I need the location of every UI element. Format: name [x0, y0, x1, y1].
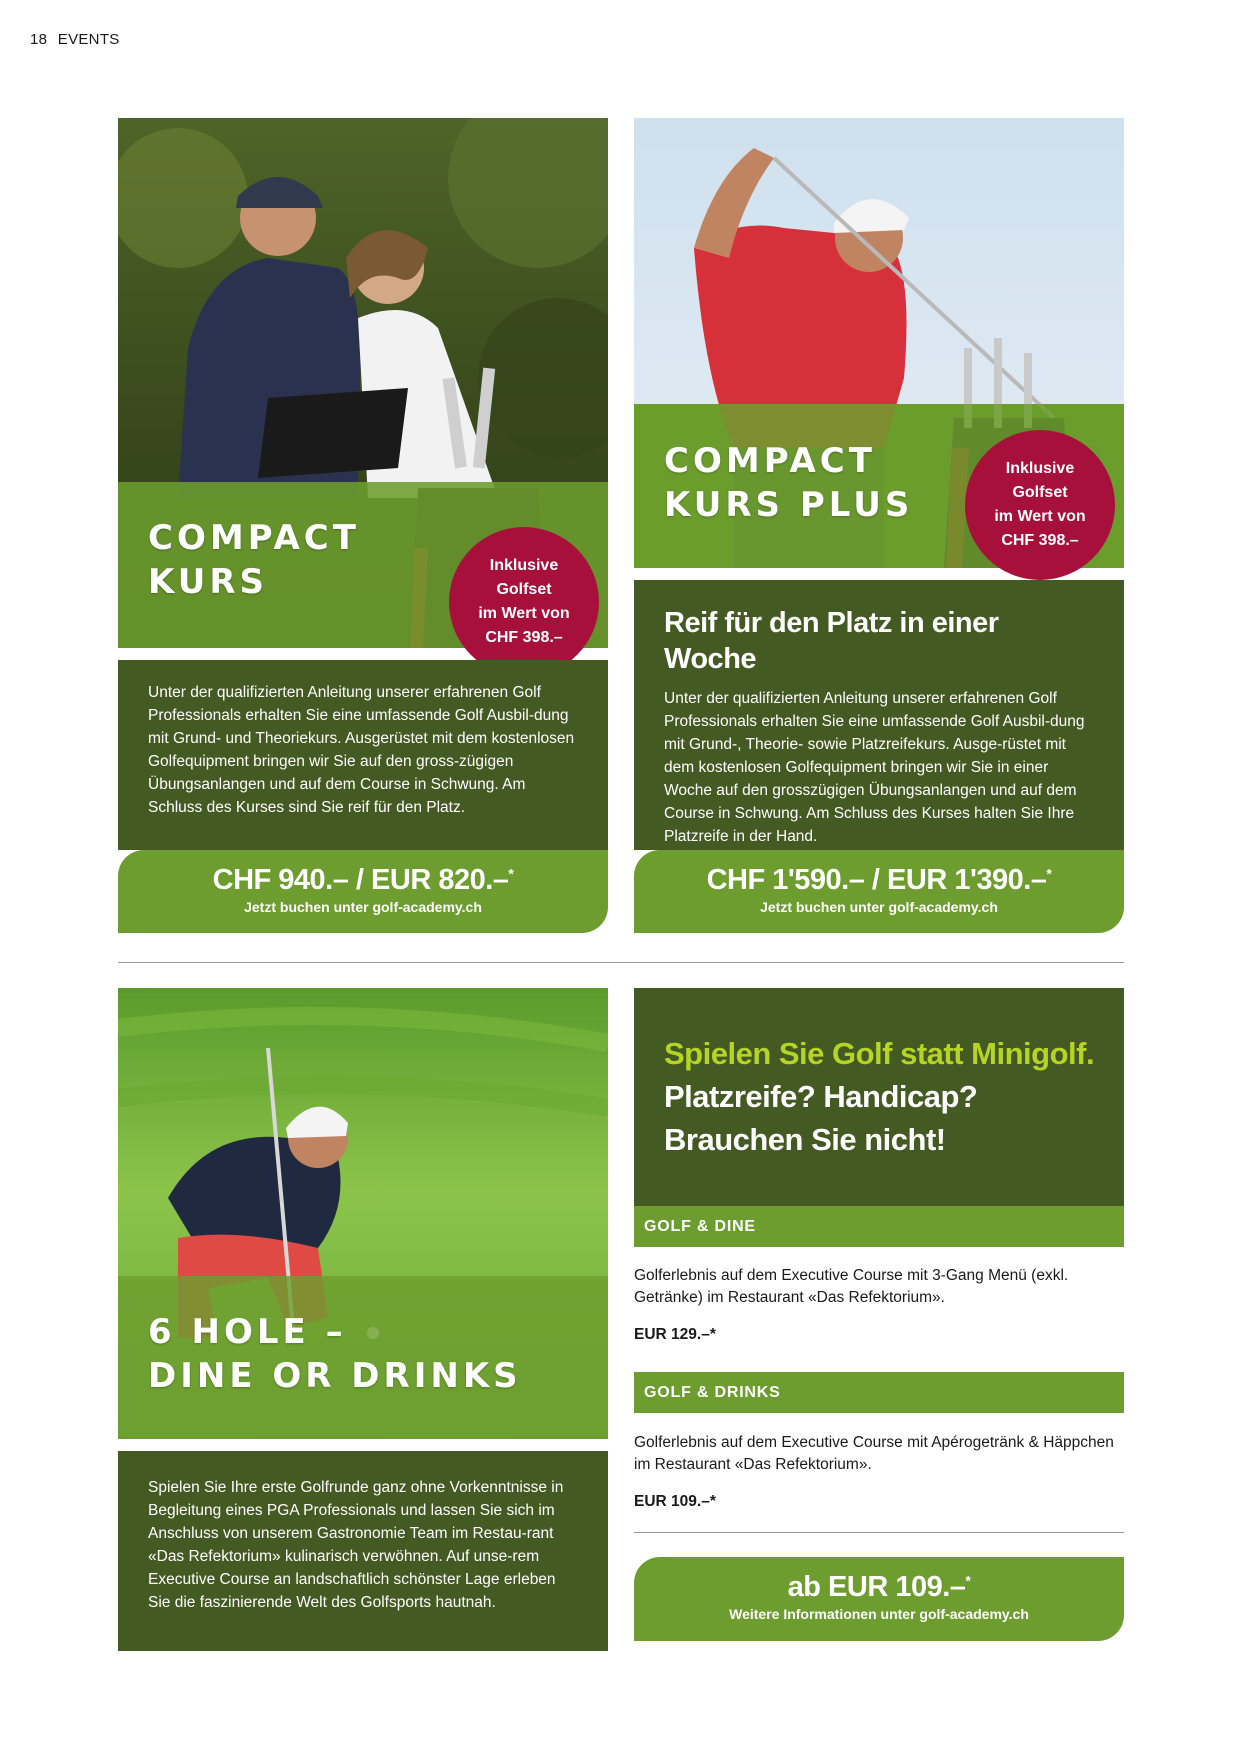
- offer-golf-dine-header: GOLF & DINE: [634, 1206, 1124, 1247]
- offer-golf-drinks-text: Golferlebnis auf dem Executive Course mit Apérogetränk & Häppchen im Restaurant «Das Refektorium».: [634, 1434, 1114, 1473]
- card4-headline: Spielen Sie Golf statt Minigolf. Platzreife? Handicap? Brauchen Sie nicht!: [664, 1036, 1095, 1157]
- card2-title: COMPACT KURS PLUS: [664, 441, 914, 525]
- golfset-badge: Inklusive Golfset im Wert von CHF 398.–: [449, 527, 599, 677]
- card2-description: Unter der qualifizierten Anleitung unserer erfahrenen Golf Professionals erhalten Sie eine umfassende Golf Ausbil-dung mit Grund-, Theorie- sowie Platzreifekurs. Ausge-rüstet mit dem kostenlosen Golfequipment bringen wir Sie in einer Woche auf den grosszügigen Übungsanlangen und auf dem Course in Schwung. Am Schluss des Kurses halten Sie Ihre Platzreife in der Hand.: [664, 690, 1085, 845]
- card2-price: CHF 1'590.– / EUR 1'390.–*: [706, 864, 1052, 896]
- golfset-badge: Inklusive Golfset im Wert von CHF 398.–: [965, 430, 1115, 580]
- card1-price: CHF 940.– / EUR 820.–*: [212, 864, 514, 896]
- card4-price: ab EUR 109.–*: [787, 1571, 971, 1603]
- page-header: [30, 31, 120, 48]
- offer-golf-drinks-price: EUR 109.–*: [634, 1493, 716, 1510]
- card2-booking-link[interactable]: Jetzt buchen unter golf-academy.ch: [760, 899, 998, 915]
- card2-subtitle: Reif für den Platz in einer Woche: [664, 607, 999, 675]
- card1-price-box[interactable]: [118, 850, 608, 933]
- card3-description-panel: [118, 1451, 608, 1651]
- card2-price-box[interactable]: [634, 850, 1124, 933]
- offer-divider: [634, 1532, 1124, 1533]
- offer-golf-dine-text: Golferlebnis auf dem Executive Course mit 3-Gang Menü (exkl. Getränke) im Restaurant «Das Refektorium».: [634, 1267, 1069, 1306]
- card1-description: Unter der qualifizierten Anleitung unserer erfahrenen Golf Professionals erhalten Sie eine umfassende Golf Ausbil-dung mit Grund- und Theoriekurs. Ausgerüstet mit dem kostenlosen Golfequipment bringen wir Sie auf den gross-zügigen Übungsanlangen und auf dem Course in Schwung. Am Schluss des Kurses sind Sie reif für den Platz.: [148, 684, 575, 816]
- card1-booking-link[interactable]: Jetzt buchen unter golf-academy.ch: [244, 899, 482, 915]
- section-label: EVENTS: [57, 31, 120, 48]
- page-number: 18: [30, 31, 48, 48]
- card4-info-link[interactable]: Weitere Informationen unter golf-academy.ch: [729, 1606, 1029, 1622]
- offer-golf-dine-price: EUR 129.–*: [634, 1326, 716, 1343]
- card3-title: 6 HOLE – DINE OR DRINKS: [148, 1312, 522, 1396]
- card4-price-box[interactable]: [634, 1557, 1124, 1641]
- card1-description-panel: [118, 660, 608, 850]
- card3-description: Spielen Sie Ihre erste Golfrunde ganz ohne Vorkenntnisse in Begleitung eines PGA Professionals und lassen Sie sich im Anschluss von unserem Gastronomie Team im Restau-rant «Das Refektorium» kulinarisch verwöhnen. Auf unse-rem Executive Course an landschaftlich schönster Lage erleben Sie die faszinierende Welt des Golfsports hautnah.: [148, 1479, 564, 1611]
- card2-description-panel: [634, 580, 1124, 850]
- card1-title: COMPACT KURS: [148, 518, 360, 602]
- offer-golf-drinks-header: GOLF & DRINKS: [634, 1372, 1124, 1413]
- section-divider: [118, 962, 1124, 963]
